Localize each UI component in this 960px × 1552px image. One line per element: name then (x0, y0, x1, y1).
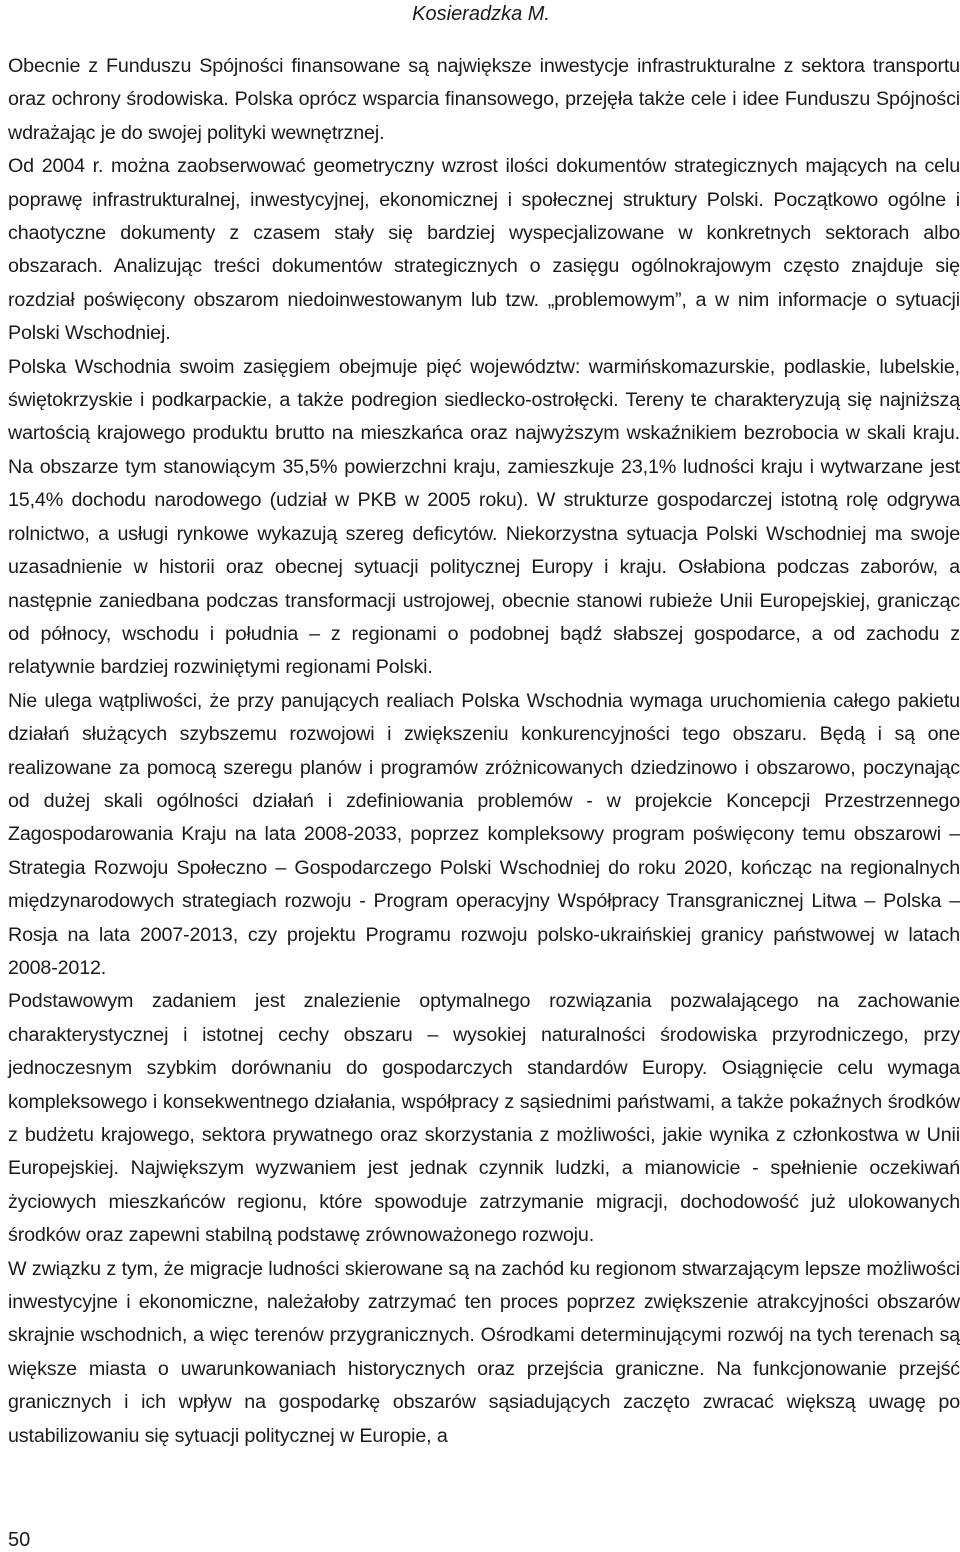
body-text (8, 50, 960, 1453)
paragraph: Od 2004 r. można zaobserwować geometryczny wzrost ilości dokumentów strategicznych mających na celu poprawę infrastrukturalnej, inwestycyjnej, ekonomicznej i społecznej struktury Polski. Początkowo ogólne i chaotyczne dokumenty z czasem stały się bardziej wyspecjalizowane w konkretnych sektorach albo obszarach. Analizując treści dokumentów strategicznych o zasięgu ogólnokrajowym często znajduje się rozdział poświęcony obszarom niedoinwestowanym lub tzw. „problemowym”, a w nim informacje o sytuacji Polski Wschodniej. (8, 155, 960, 345)
running-header-author: Kosieradzka M. (412, 3, 550, 25)
page-number: 50 (8, 1529, 31, 1551)
paragraph: W związku z tym, że migracje ludności skierowane są na zachód ku regionom stwarzającym lepsze możliwości inwestycyjne i ekonomiczne, należałoby zatrzymać ten proces poprzez zwiększenie atrakcyjności obszarów skrajnie wschodnich, a więc terenów przygranicznych. Ośrodkami determinującymi rozwój na tych terenach są większe miasta o uwarunkowaniach historycznych oraz przejścia graniczne. Na funkcjonowanie przejść granicznych i ich wpływ na gospodarkę obszarów sąsiadujących zaczęto zwracać większą uwagę po ustabilizowaniu się sytuacji politycznej w Europie, a (8, 1257, 960, 1447)
paragraph: Podstawowym zadaniem jest znalezienie optymalnego rozwiązania pozwalającego na zachowanie charakterystycznej i istotnej cechy obszaru – wysokiej naturalności środowiska przyrodniczego, przy jednoczesnym szybkim dorównaniu do gospodarczych standardów Europy. Osiągnięcie celu wymaga kompleksowego i konsekwentnego działania, współpracy z sąsiednimi państwami, a także pokaźnych środków z budżetu krajowego, sektora prywatnego oraz skorzystania z możliwości, jakie wynika z członkostwa w Unii Europejskiej. Największym wyzwaniem jest jednak czynnik ludzki, a mianowicie - spełnienie oczekiwań życiowych mieszkańców regionu, które spowoduje zatrzymanie migracji, dochodowość już ulokowanych środków oraz zapewni stabilną podstawę zrównoważonego rozwoju. (8, 990, 960, 1247)
paragraph: Obecnie z Funduszu Spójności finansowane są największe inwestycje infrastrukturalne z sektora transportu oraz ochrony środowiska. Polska oprócz wsparcia finansowego, przejęła także cele i idee Funduszu Spójności wdrażając je do swojej polityki wewnętrznej. (8, 55, 960, 144)
paragraph: Polska Wschodnia swoim zasięgiem obejmuje pięć województw: warmińskomazurskie, podlaskie, lubelskie, świętokrzyskie i podkarpackie, a także podregion siedlecko-ostrołęcki. Tereny te charakteryzują się najniższą wartością krajowego produktu brutto na mieszkańca oraz najwyższym wskaźnikiem bezrobocia w skali kraju. Na obszarze tym stanowiącym 35,5% powierzchni kraju, zamieszkuje 23,1% ludności kraju i wytwarzane jest 15,4% dochodu narodowego (udział w PKB w 2005 roku). W strukturze gospodarczej istotną rolę odgrywa rolnictwo, a usługi rynkowe wykazują szereg deficytów. Niekorzystna sytuacja Polski Wschodniej ma swoje uzasadnienie w historii oraz obecnej sytuacji politycznej Europy i kraju. Osłabiona podczas zaborów, a następnie zaniedbana podczas transformacji ustrojowej, obecnie stanowi rubieże Unii Europejskiej, granicząc od północy, wschodu i południa – z regionami o podobnej bądź słabszej gospodarce, a od zachodu z relatywnie bardziej rozwiniętymi regionami Polski. (8, 355, 960, 679)
paragraph: Nie ulega wątpliwości, że przy panujących realiach Polska Wschodnia wymaga uruchomienia całego pakietu działań służących szybszemu rozwojowi i zwiększeniu konkurencyjności tego obszaru. Będą i są one realizowane za pomocą szeregu planów i programów zróżnicowanych dziedzinowo i obszarowo, poczynając od dużej skali ogólności działań i zdefiniowania problemów - w projekcie Koncepcji Przestrzennego Zagospodarowania Kraju na lata 2008-2033, poprzez kompleksowy program poświęcony temu obszarowi – Strategia Rozwoju Społeczno – Gospodarczego Polski Wschodniej do roku 2020, kończąc na regionalnych międzynarodowych strategiach rozwoju - Program operacyjny Współpracy Transgranicznej Litwa – Polska – Rosja na lata 2007-2013, czy projektu Programu rozwoju polsko-ukraińskiej granicy państwowej w latach 2008-2012. (8, 689, 960, 979)
